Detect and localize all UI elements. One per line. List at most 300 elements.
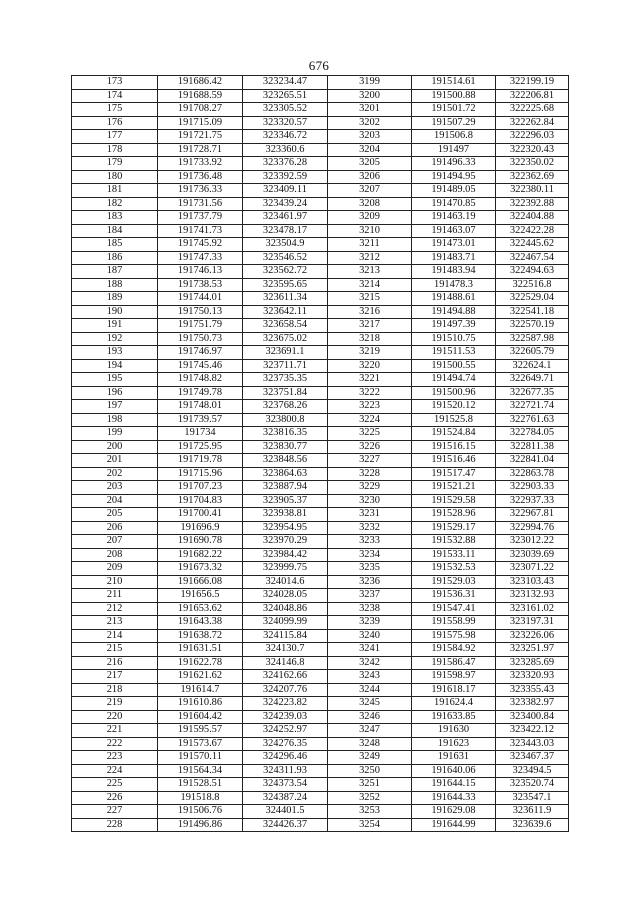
y-coordinate-left-cell: 324252.97 — [243, 724, 328, 738]
table-row — [72, 400, 569, 414]
point-number-left-cell: 181 — [72, 184, 158, 198]
point-number-right-cell: 3213 — [328, 265, 412, 279]
x-coordinate-left-cell: 191614.7 — [158, 683, 243, 697]
point-number-left-cell: 225 — [72, 778, 158, 792]
point-number-left-cell: 222 — [72, 737, 158, 751]
x-coordinate-right-cell: 191532.53 — [412, 562, 496, 576]
y-coordinate-right-cell: 323285.69 — [496, 656, 569, 670]
y-coordinate-right-cell: 322937.33 — [496, 494, 569, 508]
point-number-right-cell: 3239 — [328, 616, 412, 630]
x-coordinate-left-cell: 191748.01 — [158, 400, 243, 414]
table-row — [72, 184, 569, 198]
point-number-left-cell: 193 — [72, 346, 158, 360]
table-row — [72, 89, 569, 103]
point-number-left-cell: 202 — [72, 467, 158, 481]
x-coordinate-right-cell: 191497 — [412, 143, 496, 157]
point-number-left-cell: 179 — [72, 157, 158, 171]
y-coordinate-right-cell: 323251.97 — [496, 643, 569, 657]
y-coordinate-right-cell: 323467.37 — [496, 751, 569, 765]
table-row — [72, 764, 569, 778]
point-number-left-cell: 174 — [72, 89, 158, 103]
point-number-left-cell: 214 — [72, 629, 158, 643]
point-number-left-cell: 218 — [72, 683, 158, 697]
x-coordinate-left-cell: 191746.13 — [158, 265, 243, 279]
point-number-right-cell: 3251 — [328, 778, 412, 792]
y-coordinate-right-cell: 322605.79 — [496, 346, 569, 360]
point-number-right-cell: 3245 — [328, 697, 412, 711]
x-coordinate-right-cell: 191586.47 — [412, 656, 496, 670]
y-coordinate-right-cell: 322445.62 — [496, 238, 569, 252]
x-coordinate-left-cell: 191750.73 — [158, 332, 243, 346]
table-row — [72, 224, 569, 238]
y-coordinate-right-cell: 322529.04 — [496, 292, 569, 306]
x-coordinate-left-cell: 191690.78 — [158, 535, 243, 549]
x-coordinate-right-cell: 191483.94 — [412, 265, 496, 279]
y-coordinate-right-cell: 323071.22 — [496, 562, 569, 576]
x-coordinate-right-cell: 191473.01 — [412, 238, 496, 252]
x-coordinate-left-cell: 191736.33 — [158, 184, 243, 198]
y-coordinate-right-cell: 322784.05 — [496, 427, 569, 441]
x-coordinate-left-cell: 191719.78 — [158, 454, 243, 468]
y-coordinate-left-cell: 323478.17 — [243, 224, 328, 238]
x-coordinate-left-cell: 191688.59 — [158, 89, 243, 103]
point-number-left-cell: 212 — [72, 602, 158, 616]
y-coordinate-left-cell: 324048.86 — [243, 602, 328, 616]
y-coordinate-left-cell: 323346.72 — [243, 130, 328, 144]
y-coordinate-left-cell: 324207.76 — [243, 683, 328, 697]
x-coordinate-left-cell: 191749.78 — [158, 386, 243, 400]
point-number-right-cell: 3212 — [328, 251, 412, 265]
point-number-left-cell: 177 — [72, 130, 158, 144]
x-coordinate-right-cell: 191575.98 — [412, 629, 496, 643]
y-coordinate-left-cell: 324223.82 — [243, 697, 328, 711]
table-row — [72, 319, 569, 333]
point-number-right-cell: 3254 — [328, 818, 412, 832]
y-coordinate-left-cell: 323800.8 — [243, 413, 328, 427]
point-number-right-cell: 3238 — [328, 602, 412, 616]
table-row — [72, 521, 569, 535]
x-coordinate-left-cell: 191707.23 — [158, 481, 243, 495]
y-coordinate-right-cell: 322570.19 — [496, 319, 569, 333]
x-coordinate-left-cell: 191739.57 — [158, 413, 243, 427]
x-coordinate-right-cell: 191529.03 — [412, 575, 496, 589]
point-number-left-cell: 204 — [72, 494, 158, 508]
table-row — [72, 697, 569, 711]
point-number-left-cell: 175 — [72, 103, 158, 117]
x-coordinate-right-cell: 191520.12 — [412, 400, 496, 414]
point-number-right-cell: 3199 — [328, 76, 412, 90]
point-number-right-cell: 3231 — [328, 508, 412, 522]
x-coordinate-left-cell: 191746.97 — [158, 346, 243, 360]
y-coordinate-right-cell: 323012.22 — [496, 535, 569, 549]
point-number-left-cell: 209 — [72, 562, 158, 576]
y-coordinate-right-cell: 322649.71 — [496, 373, 569, 387]
y-coordinate-left-cell: 323848.56 — [243, 454, 328, 468]
y-coordinate-left-cell: 323409.11 — [243, 184, 328, 198]
x-coordinate-right-cell: 191624.4 — [412, 697, 496, 711]
table-row — [72, 373, 569, 387]
x-coordinate-left-cell: 191750.13 — [158, 305, 243, 319]
y-coordinate-left-cell: 324014.6 — [243, 575, 328, 589]
x-coordinate-right-cell: 191521.21 — [412, 481, 496, 495]
page-number: 676 — [308, 58, 330, 73]
table-row — [72, 238, 569, 252]
x-coordinate-left-cell: 191700.41 — [158, 508, 243, 522]
point-number-left-cell: 227 — [72, 805, 158, 819]
x-coordinate-left-cell: 191721.75 — [158, 130, 243, 144]
x-coordinate-left-cell: 191737.79 — [158, 211, 243, 225]
point-number-right-cell: 3227 — [328, 454, 412, 468]
y-coordinate-left-cell: 323376.28 — [243, 157, 328, 171]
point-number-left-cell: 219 — [72, 697, 158, 711]
y-coordinate-left-cell: 323611.34 — [243, 292, 328, 306]
point-number-left-cell: 228 — [72, 818, 158, 832]
y-coordinate-right-cell: 323443.03 — [496, 737, 569, 751]
point-number-left-cell: 184 — [72, 224, 158, 238]
x-coordinate-right-cell: 191640.06 — [412, 764, 496, 778]
y-coordinate-left-cell: 324146.8 — [243, 656, 328, 670]
y-coordinate-right-cell: 322811.38 — [496, 440, 569, 454]
table-row — [72, 589, 569, 603]
x-coordinate-right-cell: 191494.88 — [412, 305, 496, 319]
x-coordinate-left-cell: 191496.86 — [158, 818, 243, 832]
y-coordinate-left-cell: 324387.24 — [243, 791, 328, 805]
x-coordinate-left-cell: 191738.53 — [158, 278, 243, 292]
point-number-left-cell: 216 — [72, 656, 158, 670]
table-row — [72, 751, 569, 765]
y-coordinate-right-cell: 322587.98 — [496, 332, 569, 346]
y-coordinate-left-cell: 323546.52 — [243, 251, 328, 265]
x-coordinate-right-cell: 191497.39 — [412, 319, 496, 333]
point-number-right-cell: 3223 — [328, 400, 412, 414]
y-coordinate-left-cell: 323887.94 — [243, 481, 328, 495]
table-row — [72, 629, 569, 643]
point-number-left-cell: 215 — [72, 643, 158, 657]
point-number-left-cell: 196 — [72, 386, 158, 400]
x-coordinate-right-cell: 191529.58 — [412, 494, 496, 508]
x-coordinate-right-cell: 191511.53 — [412, 346, 496, 360]
y-coordinate-left-cell: 324028.05 — [243, 589, 328, 603]
x-coordinate-left-cell: 191528.51 — [158, 778, 243, 792]
x-coordinate-left-cell: 191656.5 — [158, 589, 243, 603]
y-coordinate-left-cell: 323658.54 — [243, 319, 328, 333]
y-coordinate-right-cell: 322967.81 — [496, 508, 569, 522]
table-row — [72, 278, 569, 292]
y-coordinate-left-cell: 323816.35 — [243, 427, 328, 441]
point-number-right-cell: 3217 — [328, 319, 412, 333]
point-number-left-cell: 199 — [72, 427, 158, 441]
x-coordinate-left-cell: 191653.62 — [158, 602, 243, 616]
y-coordinate-right-cell: 323422.12 — [496, 724, 569, 738]
y-coordinate-right-cell: 322320.43 — [496, 143, 569, 157]
point-number-right-cell: 3242 — [328, 656, 412, 670]
point-number-left-cell: 194 — [72, 359, 158, 373]
x-coordinate-right-cell: 191506.8 — [412, 130, 496, 144]
point-number-right-cell: 3229 — [328, 481, 412, 495]
point-number-left-cell: 191 — [72, 319, 158, 333]
x-coordinate-right-cell: 191584.92 — [412, 643, 496, 657]
point-number-left-cell: 178 — [72, 143, 158, 157]
y-coordinate-left-cell: 323938.81 — [243, 508, 328, 522]
point-number-left-cell: 226 — [72, 791, 158, 805]
point-number-left-cell: 223 — [72, 751, 158, 765]
y-coordinate-left-cell: 323970.29 — [243, 535, 328, 549]
point-number-left-cell: 210 — [72, 575, 158, 589]
x-coordinate-right-cell: 191463.07 — [412, 224, 496, 238]
point-number-right-cell: 3208 — [328, 197, 412, 211]
y-coordinate-right-cell: 323400.84 — [496, 710, 569, 724]
table-row — [72, 575, 569, 589]
y-coordinate-left-cell: 323595.65 — [243, 278, 328, 292]
x-coordinate-right-cell: 191500.55 — [412, 359, 496, 373]
table-row — [72, 481, 569, 495]
point-number-right-cell: 3225 — [328, 427, 412, 441]
point-number-left-cell: 187 — [72, 265, 158, 279]
point-number-right-cell: 3210 — [328, 224, 412, 238]
y-coordinate-right-cell: 323547.1 — [496, 791, 569, 805]
y-coordinate-left-cell: 323265.51 — [243, 89, 328, 103]
x-coordinate-right-cell: 191500.96 — [412, 386, 496, 400]
point-number-left-cell: 190 — [72, 305, 158, 319]
point-number-right-cell: 3226 — [328, 440, 412, 454]
y-coordinate-left-cell: 324276.35 — [243, 737, 328, 751]
x-coordinate-left-cell: 191725.95 — [158, 440, 243, 454]
x-coordinate-right-cell: 191629.08 — [412, 805, 496, 819]
x-coordinate-left-cell: 191610.86 — [158, 697, 243, 711]
y-coordinate-left-cell: 323999.75 — [243, 562, 328, 576]
y-coordinate-left-cell: 323642.11 — [243, 305, 328, 319]
x-coordinate-left-cell: 191673.32 — [158, 562, 243, 576]
x-coordinate-right-cell: 191496.33 — [412, 157, 496, 171]
table-row — [72, 157, 569, 171]
point-number-left-cell: 213 — [72, 616, 158, 630]
table-row — [72, 508, 569, 522]
x-coordinate-left-cell: 191734 — [158, 427, 243, 441]
x-coordinate-right-cell: 191536.31 — [412, 589, 496, 603]
y-coordinate-left-cell: 324115.84 — [243, 629, 328, 643]
y-coordinate-left-cell: 324130.7 — [243, 643, 328, 657]
point-number-right-cell: 3224 — [328, 413, 412, 427]
x-coordinate-right-cell: 191516.46 — [412, 454, 496, 468]
x-coordinate-right-cell: 191631 — [412, 751, 496, 765]
point-number-left-cell: 220 — [72, 710, 158, 724]
table-row — [72, 791, 569, 805]
point-number-right-cell: 3241 — [328, 643, 412, 657]
x-coordinate-left-cell: 191564.34 — [158, 764, 243, 778]
x-coordinate-right-cell: 191644.15 — [412, 778, 496, 792]
point-number-right-cell: 3202 — [328, 116, 412, 130]
table-row — [72, 386, 569, 400]
table-row — [72, 211, 569, 225]
table-row — [72, 494, 569, 508]
table-row — [72, 427, 569, 441]
point-number-right-cell: 3201 — [328, 103, 412, 117]
y-coordinate-left-cell: 323675.02 — [243, 332, 328, 346]
table-row — [72, 724, 569, 738]
y-coordinate-right-cell: 322494.63 — [496, 265, 569, 279]
point-number-left-cell: 208 — [72, 548, 158, 562]
x-coordinate-left-cell: 191570.11 — [158, 751, 243, 765]
y-coordinate-right-cell: 322404.88 — [496, 211, 569, 225]
point-number-left-cell: 183 — [72, 211, 158, 225]
y-coordinate-right-cell: 323382.97 — [496, 697, 569, 711]
table-row — [72, 656, 569, 670]
y-coordinate-left-cell: 324099.99 — [243, 616, 328, 630]
x-coordinate-left-cell: 191747.33 — [158, 251, 243, 265]
y-coordinate-right-cell: 322721.74 — [496, 400, 569, 414]
y-coordinate-right-cell: 322467.54 — [496, 251, 569, 265]
y-coordinate-right-cell: 322994.76 — [496, 521, 569, 535]
point-number-right-cell: 3232 — [328, 521, 412, 535]
x-coordinate-right-cell: 191478.3 — [412, 278, 496, 292]
y-coordinate-right-cell: 322422.28 — [496, 224, 569, 238]
point-number-right-cell: 3200 — [328, 89, 412, 103]
y-coordinate-right-cell: 323611.9 — [496, 805, 569, 819]
table-row — [72, 670, 569, 684]
x-coordinate-right-cell: 191488.61 — [412, 292, 496, 306]
table-row — [72, 643, 569, 657]
y-coordinate-left-cell: 323392.59 — [243, 170, 328, 184]
y-coordinate-right-cell: 322761.63 — [496, 413, 569, 427]
point-number-right-cell: 3220 — [328, 359, 412, 373]
table-row — [72, 130, 569, 144]
point-number-left-cell: 188 — [72, 278, 158, 292]
point-number-left-cell: 211 — [72, 589, 158, 603]
point-number-left-cell: 195 — [72, 373, 158, 387]
table-row — [72, 737, 569, 751]
point-number-right-cell: 3236 — [328, 575, 412, 589]
y-coordinate-right-cell: 323039.69 — [496, 548, 569, 562]
x-coordinate-right-cell: 191547.41 — [412, 602, 496, 616]
point-number-right-cell: 3219 — [328, 346, 412, 360]
y-coordinate-right-cell: 322541.18 — [496, 305, 569, 319]
point-number-right-cell: 3240 — [328, 629, 412, 643]
y-coordinate-left-cell: 323830.77 — [243, 440, 328, 454]
point-number-right-cell: 3249 — [328, 751, 412, 765]
y-coordinate-right-cell: 322516.8 — [496, 278, 569, 292]
table-row — [72, 359, 569, 373]
point-number-left-cell: 217 — [72, 670, 158, 684]
y-coordinate-right-cell: 322350.02 — [496, 157, 569, 171]
table-row — [72, 602, 569, 616]
table-row — [72, 683, 569, 697]
point-number-left-cell: 176 — [72, 116, 158, 130]
point-number-right-cell: 3234 — [328, 548, 412, 562]
x-coordinate-right-cell: 191483.71 — [412, 251, 496, 265]
x-coordinate-right-cell: 191630 — [412, 724, 496, 738]
point-number-right-cell: 3207 — [328, 184, 412, 198]
x-coordinate-left-cell: 191748.82 — [158, 373, 243, 387]
x-coordinate-right-cell: 191532.88 — [412, 535, 496, 549]
y-coordinate-right-cell: 323132.93 — [496, 589, 569, 603]
y-coordinate-left-cell: 323320.57 — [243, 116, 328, 130]
x-coordinate-left-cell: 191666.08 — [158, 575, 243, 589]
x-coordinate-left-cell: 191595.57 — [158, 724, 243, 738]
x-coordinate-right-cell: 191525.8 — [412, 413, 496, 427]
table-row — [72, 346, 569, 360]
table-row — [72, 805, 569, 819]
point-number-left-cell: 189 — [72, 292, 158, 306]
table-row — [72, 454, 569, 468]
y-coordinate-right-cell: 323103.43 — [496, 575, 569, 589]
x-coordinate-left-cell: 191741.73 — [158, 224, 243, 238]
y-coordinate-right-cell: 323355.43 — [496, 683, 569, 697]
x-coordinate-left-cell: 191733.92 — [158, 157, 243, 171]
table-row — [72, 103, 569, 117]
x-coordinate-right-cell: 191489.05 — [412, 184, 496, 198]
table-row — [72, 467, 569, 481]
x-coordinate-right-cell: 191598.97 — [412, 670, 496, 684]
x-coordinate-right-cell: 191618.17 — [412, 683, 496, 697]
y-coordinate-left-cell: 324239.03 — [243, 710, 328, 724]
point-number-right-cell: 3248 — [328, 737, 412, 751]
x-coordinate-left-cell: 191745.46 — [158, 359, 243, 373]
y-coordinate-right-cell: 322362.69 — [496, 170, 569, 184]
x-coordinate-left-cell: 191715.96 — [158, 467, 243, 481]
table-row — [72, 265, 569, 279]
x-coordinate-left-cell: 191631.51 — [158, 643, 243, 657]
table-row — [72, 562, 569, 576]
x-coordinate-right-cell: 191529.17 — [412, 521, 496, 535]
y-coordinate-right-cell: 323226.06 — [496, 629, 569, 643]
point-number-left-cell: 185 — [72, 238, 158, 252]
table-row — [72, 251, 569, 265]
x-coordinate-right-cell: 191507.29 — [412, 116, 496, 130]
y-coordinate-left-cell: 324296.46 — [243, 751, 328, 765]
point-number-left-cell: 207 — [72, 535, 158, 549]
x-coordinate-right-cell: 191524.84 — [412, 427, 496, 441]
point-number-left-cell: 197 — [72, 400, 158, 414]
x-coordinate-right-cell: 191514.61 — [412, 76, 496, 90]
x-coordinate-left-cell: 191728.71 — [158, 143, 243, 157]
point-number-left-cell: 180 — [72, 170, 158, 184]
x-coordinate-right-cell: 191633.85 — [412, 710, 496, 724]
point-number-right-cell: 3247 — [328, 724, 412, 738]
table-row — [72, 535, 569, 549]
point-number-right-cell: 3252 — [328, 791, 412, 805]
x-coordinate-left-cell: 191518.8 — [158, 791, 243, 805]
point-number-right-cell: 3203 — [328, 130, 412, 144]
y-coordinate-right-cell: 322677.35 — [496, 386, 569, 400]
y-coordinate-right-cell: 322392.88 — [496, 197, 569, 211]
point-number-left-cell: 198 — [72, 413, 158, 427]
y-coordinate-right-cell: 323639.6 — [496, 818, 569, 832]
point-number-right-cell: 3222 — [328, 386, 412, 400]
point-number-right-cell: 3246 — [328, 710, 412, 724]
x-coordinate-left-cell: 191622.78 — [158, 656, 243, 670]
y-coordinate-right-cell: 322841.04 — [496, 454, 569, 468]
y-coordinate-left-cell: 324373.54 — [243, 778, 328, 792]
x-coordinate-left-cell: 191686.42 — [158, 76, 243, 90]
x-coordinate-left-cell: 191621.62 — [158, 670, 243, 684]
point-number-right-cell: 3211 — [328, 238, 412, 252]
point-number-left-cell: 192 — [72, 332, 158, 346]
y-coordinate-left-cell: 323751.84 — [243, 386, 328, 400]
y-coordinate-left-cell: 323864.63 — [243, 467, 328, 481]
point-number-left-cell: 224 — [72, 764, 158, 778]
x-coordinate-left-cell: 191708.27 — [158, 103, 243, 117]
y-coordinate-right-cell: 322903.33 — [496, 481, 569, 495]
x-coordinate-right-cell: 191558.99 — [412, 616, 496, 630]
y-coordinate-left-cell: 323360.6 — [243, 143, 328, 157]
table-row — [72, 616, 569, 630]
point-number-right-cell: 3228 — [328, 467, 412, 481]
x-coordinate-left-cell: 191643.38 — [158, 616, 243, 630]
y-coordinate-left-cell: 323984.42 — [243, 548, 328, 562]
x-coordinate-right-cell: 191644.33 — [412, 791, 496, 805]
x-coordinate-right-cell: 191500.88 — [412, 89, 496, 103]
point-number-right-cell: 3233 — [328, 535, 412, 549]
